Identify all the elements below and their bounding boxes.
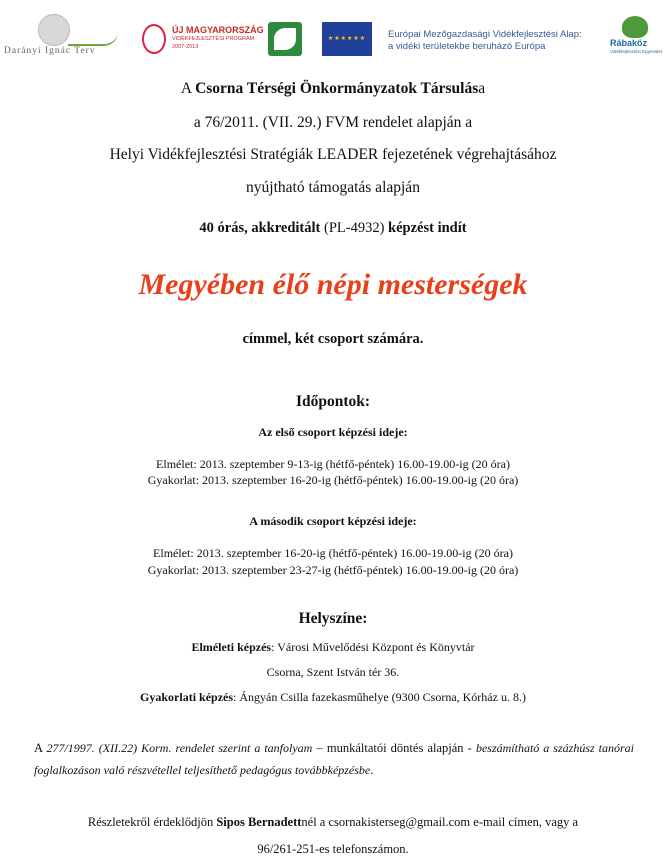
- group2-practice: Gyakorlat: 2013. szeptember 23-27-ig (hétfő-péntek) 16.00-19.00-ig (20 óra): [147, 563, 519, 577]
- header-line-4: nyújtható támogatás alapján: [246, 179, 420, 196]
- group1-heading: Az első csoport képzési ideje:: [258, 425, 408, 439]
- header-line-1: A Csorna Térségi Önkormányzatok Társulása: [180, 80, 486, 97]
- tree-icon: [622, 16, 648, 38]
- flower-icon: [142, 24, 166, 54]
- group2-theory: Elmélet: 2013. szeptember 16-20-ig (hétfő-péntek) 16.00-19.00-ig (20 óra): [153, 546, 513, 560]
- contact-line: Részletekről érdeklődjön Sipos Bernadettnél a csornakisterseg@gmail.com e-mail címen, vagy a: [87, 815, 579, 829]
- schedule-heading: Időpontok:: [295, 393, 371, 410]
- theory-address: Csorna, Szent István tér 36.: [266, 665, 400, 679]
- accreditation-note: A 277/1997. (XII.22) Korm. rendelet szerint a tanfolyam – munkáltatói döntés alapján - beszámítható a százhúsz tanórai foglalkozáson való részvétellel teljesíthető pedagógus továbbképzésbe.: [34, 741, 634, 777]
- group1-theory: Elmélet: 2013. szeptember 9-13-ig (hétfő-péntek) 16.00-19.00-ig (20 óra): [156, 457, 510, 471]
- leader-logo: [268, 22, 302, 56]
- daranyi-logo-text: Darányi Ignác Terv: [4, 46, 96, 56]
- practice-location: Gyakorlati képzés: Ángyán Csilla fazekasműhelye (9300 Csorna, Kórház u. 8.): [140, 690, 526, 704]
- logo-header: [0, 0, 666, 68]
- header-line-5: 40 órás, akkreditált (PL-4932) képzést indít: [199, 220, 467, 236]
- group1-practice: Gyakorlat: 2013. szeptember 16-20-ig (hétfő-péntek) 16.00-19.00-ig (20 óra): [147, 473, 519, 487]
- daranyi-ignac-terv-logo: [4, 12, 120, 60]
- contact-phone: 96/261-251-es telefonszámon.: [257, 842, 409, 856]
- course-title: Megyében élő népi mesterségek: [138, 268, 528, 301]
- header-line-2: a 76/2011. (VII. 29.) FVM rendelet alapján a: [193, 114, 473, 131]
- eu-flag-icon: ★★★★★★: [322, 22, 372, 56]
- header-line-3: Helyi Vidékfejlesztési Stratégiák LEADER fejezetének végrehajtásához: [109, 146, 557, 163]
- group2-heading: A második csoport képzési ideje:: [249, 514, 417, 528]
- rabakoz-logo: Rábaköz Vidékfejlesztési Egyesület: [608, 16, 664, 60]
- uj-magyarorszag-logo: ÚJ MAGYARORSZÁG VIDÉKFEJLESZTÉSI PROGRAM 2007-2013: [142, 22, 262, 58]
- course-subtitle: címmel, két csoport számára.: [242, 331, 424, 347]
- eafrd-text: Európai Mezőgazdasági Vidékfejlesztési Alap: a vidéki területekbe beruházó Európa: [388, 29, 582, 52]
- location-heading: Helyszíne:: [298, 610, 368, 627]
- theory-location: Elméleti képzés: Városi Művelődési Központ és Könyvtár: [191, 640, 475, 654]
- portrait-icon: [38, 14, 70, 46]
